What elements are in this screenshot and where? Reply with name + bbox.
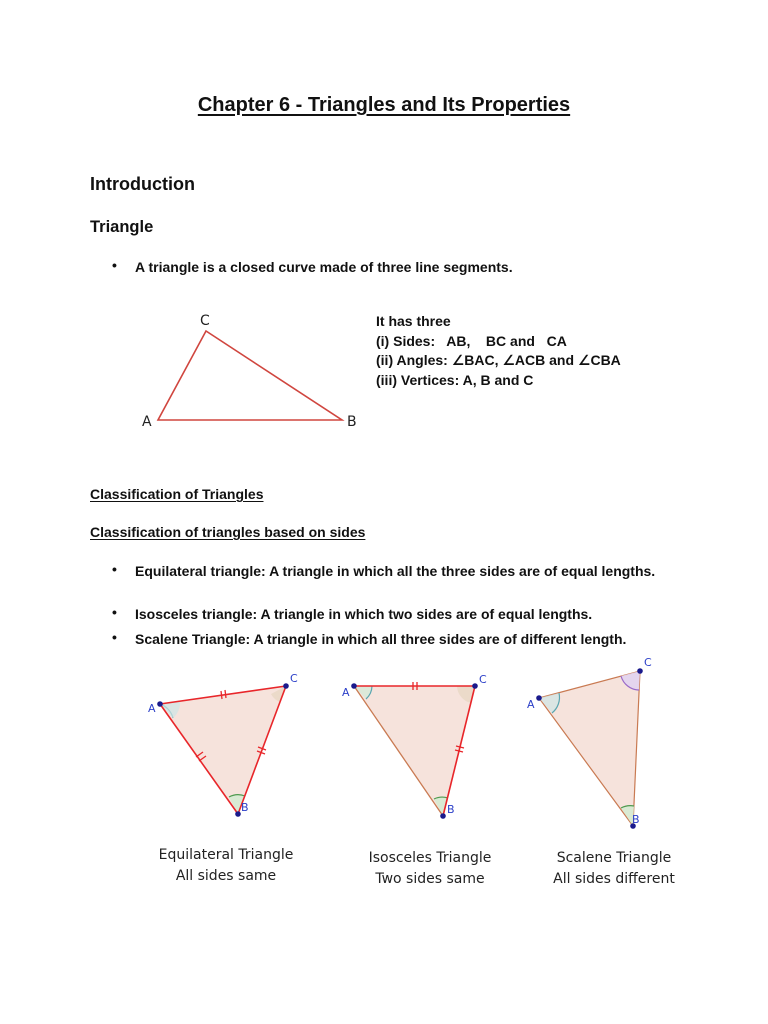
- scalene-caption: [534, 848, 694, 890]
- caption-desc: All sides different: [553, 871, 675, 887]
- bullet-icon: •: [112, 629, 117, 645]
- isosceles-caption: [350, 848, 510, 890]
- vertex-c-point: [283, 683, 289, 689]
- vertex-b-label: B: [347, 414, 357, 430]
- triangle-figure: [130, 305, 370, 435]
- properties-sides: (i) Sides: AB, BC and CA: [376, 332, 567, 349]
- triangle-properties: [376, 312, 621, 390]
- equilateral-caption: [146, 845, 306, 887]
- diagram-label-c: C: [644, 656, 652, 669]
- caption-desc: Two sides same: [375, 871, 485, 887]
- triangle-definition: A triangle is a closed curve made of three line segments.: [135, 259, 513, 275]
- diagram-label-b: B: [241, 801, 249, 814]
- vertex-a-point: [536, 695, 542, 701]
- diagram-label-c: C: [479, 673, 487, 686]
- equilateral-definition: Equilateral triangle: A triangle in which all the three sides are of equal lengths.: [135, 563, 656, 579]
- isosceles-triangle-diagram: [335, 665, 505, 825]
- sides-classification-heading: Classification of triangles based on sides: [90, 524, 366, 540]
- diagram-label-a: A: [342, 686, 350, 699]
- vertex-a-label: A: [142, 414, 152, 430]
- triangle-outline: [158, 331, 342, 420]
- properties-angles: (ii) Angles: ∠BAC, ∠ACB and ∠CBA: [376, 352, 621, 368]
- diagram-label-c: C: [290, 672, 298, 685]
- bullet-icon: •: [112, 604, 117, 620]
- caption-desc: All sides same: [175, 868, 277, 884]
- properties-intro: It has three: [376, 313, 451, 329]
- scalene-definition: Scalene Triangle: A triangle in which all three sides are of different length.: [135, 631, 627, 647]
- introduction-heading: Introduction: [90, 174, 195, 194]
- page-title: Chapter 6 - Triangles and Its Properties: [197, 94, 571, 116]
- caption-title: Equilateral Triangle: [158, 847, 294, 863]
- vertex-b-point: [235, 811, 241, 817]
- equilateral-triangle-diagram: [140, 665, 310, 825]
- diagram-label-b: B: [632, 813, 640, 826]
- properties-vertices: (iii) Vertices: A, B and C: [376, 371, 534, 388]
- vertex-b-point: [440, 813, 446, 819]
- vertex-c-label: C: [200, 313, 210, 329]
- vertex-c-point: [472, 683, 478, 689]
- caption-title: Isosceles Triangle: [368, 850, 492, 866]
- vertex-c-point: [637, 668, 643, 674]
- scalene-triangle-diagram: [520, 650, 690, 830]
- bullet-icon: •: [112, 561, 117, 577]
- triangle-heading: Triangle: [90, 218, 154, 236]
- diagram-label-b: B: [447, 803, 455, 816]
- classification-heading: Classification of Triangles: [90, 486, 264, 502]
- vertex-a-point: [351, 683, 357, 689]
- diagram-label-a: A: [148, 702, 156, 715]
- isosceles-definition: Isosceles triangle: A triangle in which two sides are of equal lengths.: [135, 606, 593, 622]
- caption-title: Scalene Triangle: [556, 850, 672, 866]
- vertex-a-point: [157, 701, 163, 707]
- bullet-icon: •: [112, 257, 117, 273]
- diagram-label-a: A: [527, 698, 535, 711]
